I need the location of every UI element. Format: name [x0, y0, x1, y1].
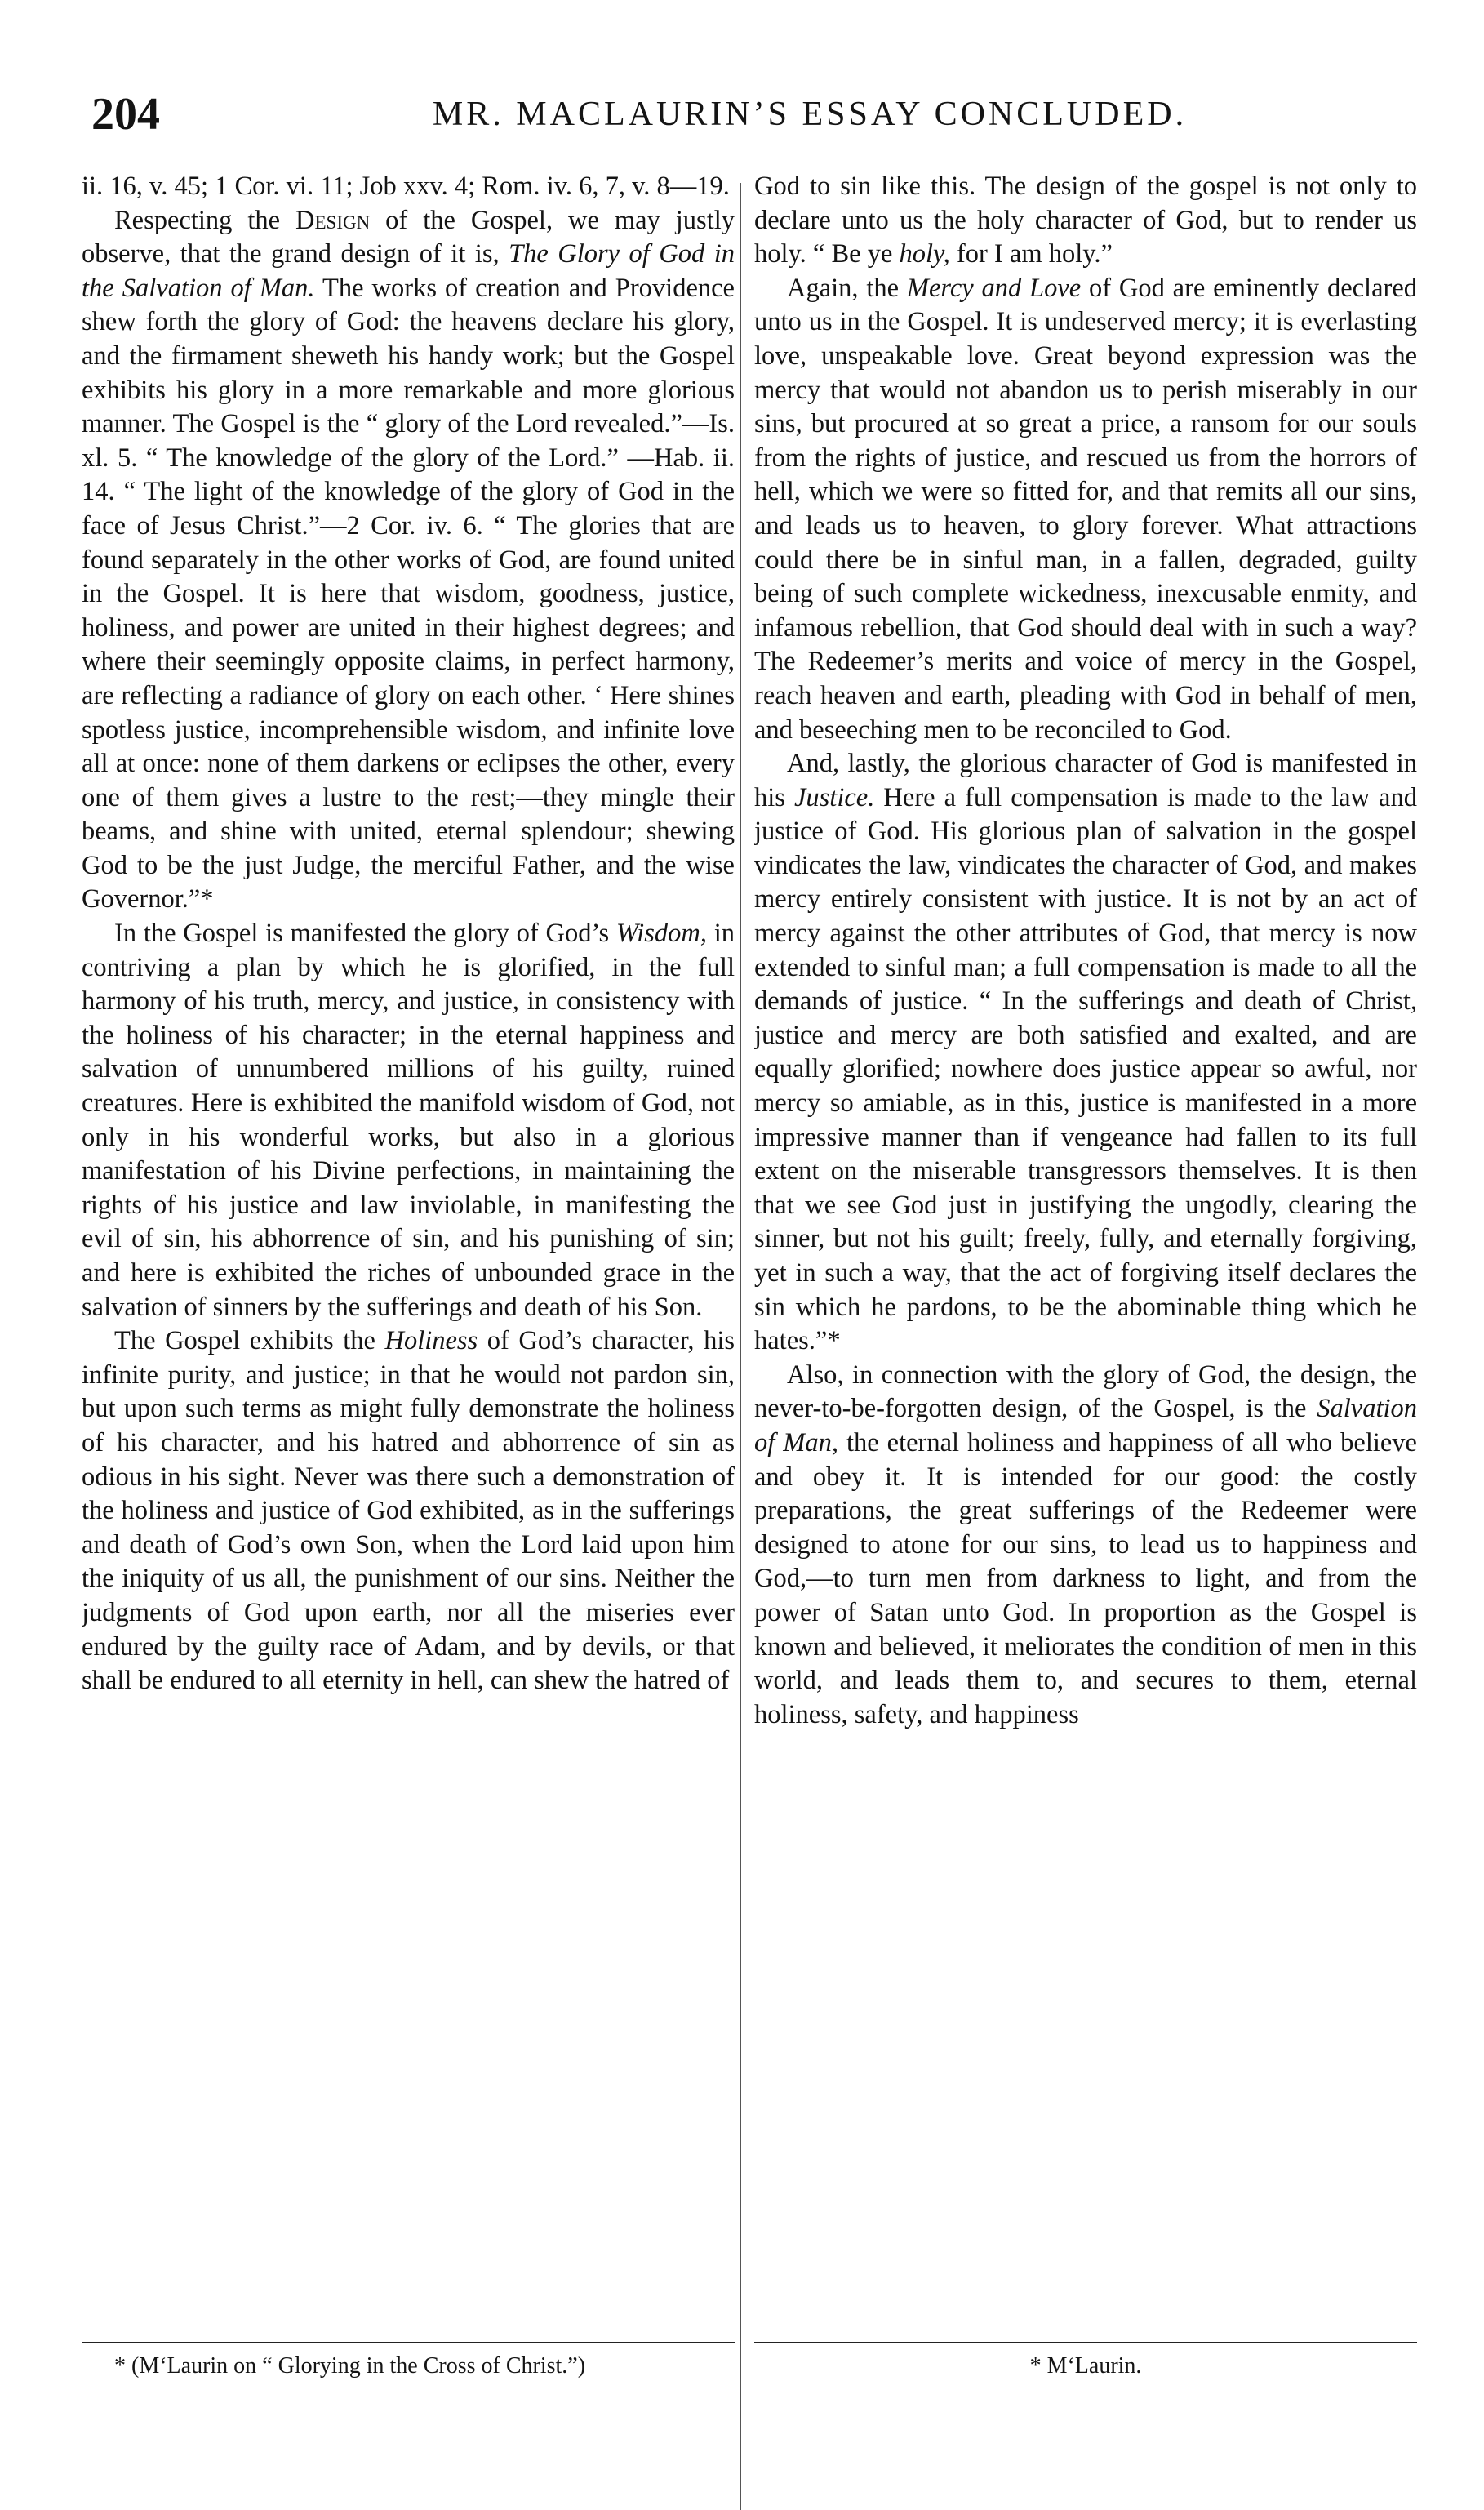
emphasis-design: Design — [295, 205, 371, 235]
text-run: the eternal holiness and happiness of all who believe and obey it. It is intended for our good: the costly preparations, the great sufferings of the Redeemer were designed to atone for our sins, to lead us to happiness and God,—to turn men from darkness to light, and from the power of Satan unto God. In proportion as the Gospel is known and believed, it meliorates the condition of men in this world, and leads them to, and secures to them, eternal holiness, safety, and happiness — [754, 1427, 1417, 1729]
text-run: of God’s character, his infinite purity, and justice; in that he would not pardon sin, but upon such terms as might fully demonstrate the holiness of his character, and his hatred and abhorrence of sin as odious in his sight. Never was there such a demonstration of the holiness and justice of God exhibited, as in the sufferings and death of God’s own Son, when the Lord laid upon him the iniquity of us all, the punishment of our sins. Neither the judgments of God upon earth, nor all the miseries ever endured by the guilty race of Adam, and by devils, or that shall be endured to all eternity in hell, can shew the hatred of — [82, 1326, 735, 1696]
paragraph-salvation — [754, 1359, 1417, 1733]
text-run: The works of creation and Providence shew forth the glory of God: the heavens declare his glory, and the firmament sheweth his handy work; but the Gospel exhibits his glory in a more remarkable and more glorious manner. The Gospel is the “ glory of the Lord revealed.”—Is. xl. 5. “ The knowledge of the glory of the Lord.” —Hab. ii. 14. “ The light of the knowledge of the glory of God in the face of Jesus Christ.”—2 Cor. iv. 6. “ The glories that are found separately in the other works of God, are found united in the Gospel. It is here that wisdom, goodness, justice, holiness, and power are united in their highest degrees; and where their seemingly opposite claims, in perfect harmony, are reflecting a radiance of glory on each other. ‘ Here shines spotless justice, incomprehensible wisdom, and infinite love all at once: none of them darkens or eclipses the other, every one of them gives a lustre to the rest;—they mingle their beams, and shine with united, eternal splendour; shewing God to be the just Judge, the merciful Father, and the wise Governor.”* — [82, 273, 735, 915]
text-run: for I am holy.” — [949, 239, 1113, 269]
footnote-rule-left — [82, 2342, 735, 2343]
text-run: Also, in connection with the glory of God, the design, the never-to-be-forgotten design, of the Gospel, is the — [754, 1360, 1417, 1424]
italic-phrase: holy, — [899, 239, 950, 269]
text-run: In the Gospel is manifested the glory of God’s — [114, 919, 616, 949]
italic-phrase: Holiness — [384, 1326, 478, 1356]
footnote-rule-right — [754, 2342, 1417, 2343]
right-column — [754, 170, 1417, 2334]
text-run: And, lastly, the glorious character of God is manifested in his — [754, 749, 1417, 812]
running-head — [91, 85, 1430, 150]
left-column — [82, 170, 735, 2334]
text-run: in contriving a plan by which he is glorified, in the full harmony of his truth, mercy, and justice, in consistency with the holiness of his character; in the eternal happiness and salvation of unnumbered millions of his guilty, ruined creatures. Here is exhibited the manifold wisdom of God, not only in his wonderful works, but also in a glorious manifestation of his Divine perfections, in maintaining the rights of his justice and law inviolable, in manifesting the evil of sin, his abhorrence of sin, and his punishing of sin; and here is exhibited the riches of unbounded grace in the salvation of sinners by the sufferings and death of his Son. — [82, 919, 735, 1322]
page-title: MR. MACLAURIN’S ESSAY CONCLUDED. — [432, 96, 1188, 133]
italic-phrase: The Glory of God in the Salvation of Man. — [82, 239, 735, 303]
footnote-right: * M‘Laurin. — [1029, 2353, 1142, 2379]
text-run: The Gospel exhibits the — [114, 1326, 385, 1356]
italic-phrase: Justice. — [793, 782, 875, 812]
italic-phrase: Salvation of Man, — [754, 1394, 1417, 1457]
text-run: God to sin like this. The design of the gospel is not only to declare unto us the holy character of God, but to render us holy. “ Be ye — [754, 171, 1417, 269]
italic-phrase: Mercy and Love — [906, 273, 1082, 303]
footnote-left: * (M‘Laurin on “ Glorying in the Cross of Christ.”) — [114, 2353, 586, 2379]
text-run: Here a full compensation is made to the law and justice of God. His glorious plan of salvation in the gospel vindicates the law, vindicates the character of God, and makes mercy entirely consistent with justice. It is not by an act of mercy against the other attributes of God, that mercy is now extended to sinful man; a full compensation is made to all the demands of justice. “ In the sufferings and death of Christ, justice and mercy are both satisfied and exalted, and are equally glorified; nowhere does justice appear so awful, nor mercy so amiable, as in this, justice is manifested in a more impressive manner than if vengeance had fallen to its full extent on the miserable transgressors themselves. It is then that we see God just in justifying the ungodly, clearing the sinner, but not his guilt; freely, fully, and eternally forgiving, yet in such a way, that the act of forgiving itself declares the sin which he pardons, to be the abominable thing which he hates.”* — [754, 782, 1417, 1356]
column-divider — [740, 183, 741, 2510]
paragraph-mercy-love — [754, 272, 1417, 747]
page-number: 204 — [91, 89, 160, 140]
paragraph-wisdom — [82, 917, 735, 1324]
paragraph-holiness — [82, 1324, 735, 1698]
paragraph-justice — [754, 747, 1417, 1359]
italic-phrase: Wisdom, — [615, 919, 707, 949]
paragraph-continuation — [754, 170, 1417, 272]
text-run: Respecting the — [114, 205, 296, 235]
text-run: Again, the — [787, 273, 907, 303]
paragraph-design-of-gospel — [82, 204, 735, 917]
paragraph-scripture-refs: ii. 16, v. 45; 1 Cor. vi. 11; Job xxv. 4; Rom. iv. 6, 7, v. 8—19. — [82, 171, 730, 201]
text-run: of the Gospel, we may justly observe, that the grand design of it is, — [82, 205, 735, 269]
text-run: of God are eminently declared unto us in the Gospel. It is undeserved mercy; it is everlasting love, unspeakable love. Great beyond expression was the mercy that would not abandon us to perish miserably in our sins, but procured at so great a price, a ransom for our souls from the rights of justice, and rescued us from the horrors of hell, which we were so fitted for, and that remits all our sins, and leads us to heaven, to glory forever. What attractions could there be in sinful man, in a fallen, degraded, guilty being of such complete wickedness, inexcusable enmity, and infamous rebellion, that God should deal with in such a way? The Redeemer’s merits and voice of mercy in the Gospel, reach heaven and earth, pleading with God in behalf of men, and beseeching men to be reconciled to God. — [754, 273, 1417, 745]
